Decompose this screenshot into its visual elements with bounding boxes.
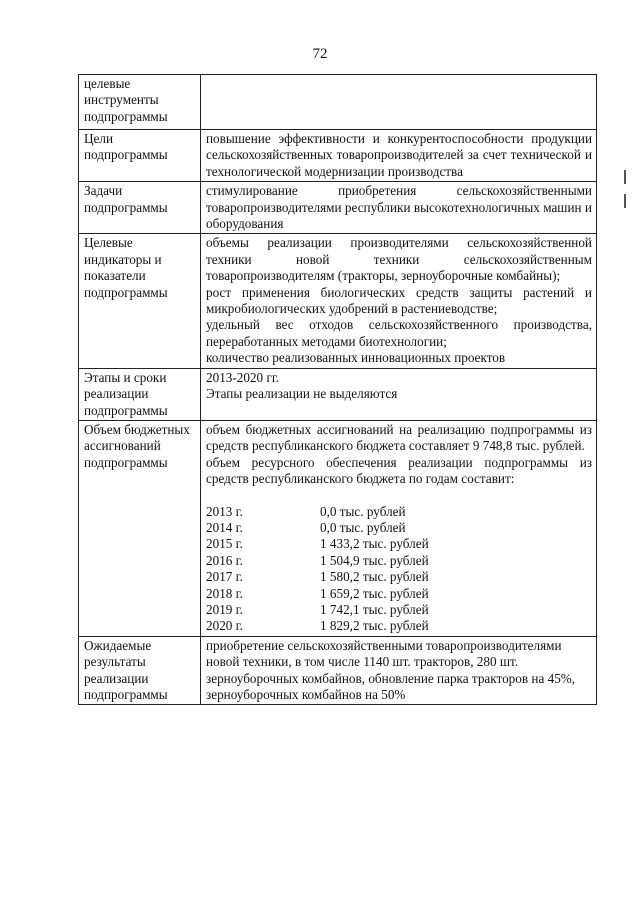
indicator-line: количество реализованных инновационных проектов <box>206 350 506 366</box>
budget-amount: 1 742,1 тыс. рублей <box>320 601 429 617</box>
budget-amount: 0,0 тыс. рублей <box>320 519 406 535</box>
table-row <box>79 130 597 182</box>
budget-year: 2018 г. <box>206 585 243 601</box>
row-value <box>201 234 597 368</box>
budget-year: 2016 г. <box>206 552 243 568</box>
budget-year-row <box>206 602 592 618</box>
budget-year-row <box>206 536 592 552</box>
period-line: Этапы реализации не выделяются <box>206 386 398 402</box>
budget-amount: 1 829,2 тыс. рублей <box>320 618 429 634</box>
budget-by-year-list <box>206 504 592 635</box>
budget-year: 2019 г. <box>206 601 243 617</box>
budget-line: объем бюджетных ассигнований на реализацию подпрограммы из средств республиканского бюджета составляет 9 748,8 тыс. рублей. <box>206 421 592 454</box>
budget-line: объем ресурсного обеспечения реализации подпрограммы из средств республиканского бюджета по годам составит: <box>206 454 592 487</box>
scan-margin-mark <box>624 194 626 208</box>
page-number: 72 <box>312 46 328 62</box>
budget-year-row <box>206 618 592 634</box>
budget-year-row <box>206 553 592 569</box>
row-value: стимулирование приобретения сельскохозяйственными товаропроизводителями республики высокотехнологичных машин и оборудования <box>201 182 597 234</box>
budget-year: 2015 г. <box>206 536 243 552</box>
row-value: приобретение сельскохозяйственными товаропроизводителями новой техники, в том числе 1140 шт. тракторов, 280 шт. зерноуборочных комбайнов, обновление парка тракторов на 45%, зерноуборочных комбайнов на 50% <box>201 636 597 705</box>
budget-year: 2020 г. <box>206 618 243 634</box>
budget-amount: 1 504,9 тыс. рублей <box>320 552 429 568</box>
row-label: Целевые индикаторы и показатели подпрограммы <box>79 234 201 368</box>
scan-margin-mark <box>624 170 626 184</box>
budget-year-row <box>206 520 592 536</box>
indicator-line: рост применения биологических средств защиты растений и микробиологических удобрений в растениеводстве; <box>206 284 592 317</box>
row-label: Этапы и сроки реализации подпрограммы <box>79 368 201 420</box>
row-value <box>201 75 597 130</box>
budget-year-row <box>206 504 592 520</box>
indicator-line: удельный вес отходов сельскохозяйственного производства, переработанных методами биотехнологии; <box>206 317 592 349</box>
budget-year: 2013 г. <box>206 503 243 519</box>
budget-amount: 0,0 тыс. рублей <box>320 503 406 519</box>
table-row <box>79 182 597 234</box>
budget-year-row <box>206 569 592 585</box>
table-row <box>79 368 597 420</box>
budget-year-row <box>206 586 592 602</box>
table-row <box>79 420 597 636</box>
budget-amount: 1 580,2 тыс. рублей <box>320 569 429 585</box>
row-label: Цели подпрограммы <box>79 130 201 182</box>
row-value <box>201 368 597 420</box>
row-value: повышение эффективности и конкурентоспособности продукции сельскохозяйственных товаропроизводителей за счет технической и технологической модернизации производства <box>201 130 597 182</box>
budget-amount: 1 433,2 тыс. рублей <box>320 536 429 552</box>
budget-amount: 1 659,2 тыс. рублей <box>320 585 429 601</box>
row-label: целевые инструменты подпрограммы <box>79 75 201 130</box>
period-line: 2013-2020 гг. <box>206 369 280 385</box>
row-value <box>201 420 597 636</box>
row-label: Задачи подпрограммы <box>79 182 201 234</box>
table-row <box>79 234 597 368</box>
indicator-line: объемы реализации производителями сельскохозяйственной техники новой техники сельскохозяйственным товаропроизводителям (тракторы, зерноуборочные комбайны); <box>206 235 592 284</box>
table-row <box>79 636 597 705</box>
budget-year: 2014 г. <box>206 519 243 535</box>
row-label: Ожидаемые результаты реализации подпрограммы <box>79 636 201 705</box>
table-row <box>79 75 597 130</box>
budget-year: 2017 г. <box>206 569 243 585</box>
row-label: Объем бюджетных ассигнований подпрограммы <box>79 420 201 636</box>
subprogram-passport-table <box>78 74 597 705</box>
